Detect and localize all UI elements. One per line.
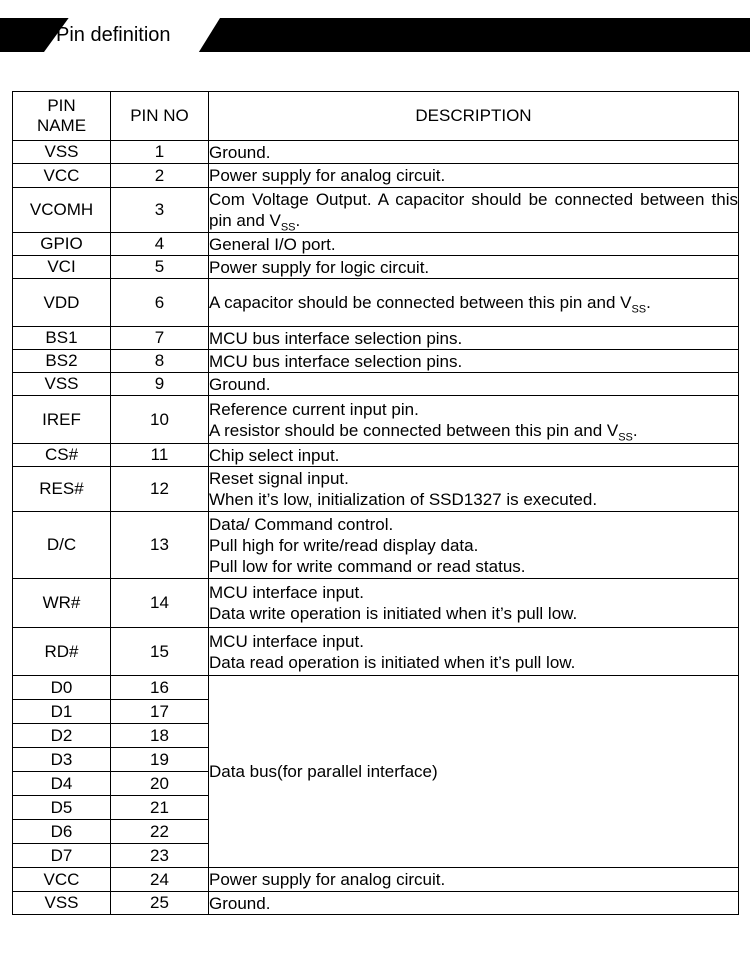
pin-name-cell: VCC <box>13 868 111 892</box>
pin-definition-table <box>12 91 739 915</box>
pin-name-cell: D5 <box>13 796 111 820</box>
table-row <box>13 396 739 444</box>
description-line: Com Voltage Output. A capacitor should be connected between this pin and $V_{SS}$. <box>209 190 738 234</box>
pin-name-cell: BS2 <box>13 350 111 373</box>
description-line: Pull high for write/read display data. <box>209 535 479 555</box>
pin-name-cell: D6 <box>13 820 111 844</box>
pin-no-cell: 25 <box>111 892 209 915</box>
description-line: MCU interface input. <box>209 631 364 651</box>
pin-name-cell: RES# <box>13 467 111 512</box>
description-cell <box>209 579 739 628</box>
description-cell <box>209 279 739 327</box>
pin-no-cell: 11 <box>111 444 209 467</box>
pin-name-cell: D1 <box>13 700 111 724</box>
description-line: General I/O port. <box>209 234 336 254</box>
description-cell <box>209 350 739 373</box>
section-title: Pin definition <box>56 24 171 46</box>
pin-no-cell: 22 <box>111 820 209 844</box>
table-row <box>13 444 739 467</box>
pin-name-cell: IREF <box>13 396 111 444</box>
description-line: Data read operation is initiated when it’s pull low. <box>209 652 576 672</box>
description-cell <box>209 233 739 256</box>
description-cell <box>209 512 739 579</box>
table-row <box>13 676 739 700</box>
pin-name-cell: RD# <box>13 628 111 676</box>
description-line: Ground. <box>209 893 271 913</box>
pin-no-cell: 5 <box>111 256 209 279</box>
pin-no-cell: 8 <box>111 350 209 373</box>
table-row <box>13 467 739 512</box>
pin-name-cell: WR# <box>13 579 111 628</box>
description-cell <box>209 868 739 892</box>
section-banner <box>0 18 750 52</box>
description-line: A resistor should be connected between this pin and $V_{SS}$. <box>209 420 638 443</box>
pin-no-cell: 3 <box>111 188 209 233</box>
description-line: Pull low for write command or read status. <box>209 556 526 576</box>
table-row <box>13 141 739 164</box>
table-row <box>13 256 739 279</box>
table-row <box>13 327 739 350</box>
pin-name-cell: D2 <box>13 724 111 748</box>
description-cell <box>209 373 739 396</box>
pin-name-cell: VCOMH <box>13 188 111 233</box>
pin-name-cell: VCC <box>13 164 111 188</box>
pin-no-cell: 4 <box>111 233 209 256</box>
table-row <box>13 868 739 892</box>
description-line: When it’s low, initialization of SSD1327 is executed. <box>209 490 598 509</box>
pin-no-cell: 18 <box>111 724 209 748</box>
description-line: Power supply for logic circuit. <box>209 257 430 277</box>
description-cell <box>209 467 739 512</box>
pin-no-cell: 19 <box>111 748 209 772</box>
table-header-row <box>13 92 739 141</box>
description-cell <box>209 188 739 233</box>
table-row <box>13 512 739 579</box>
pin-name-cell: VDD <box>13 279 111 327</box>
subscript-ss: SS <box>631 303 647 316</box>
description-line: Power supply for analog circuit. <box>209 870 446 889</box>
pin-no-cell: 23 <box>111 844 209 868</box>
pin-no-cell: 24 <box>111 868 209 892</box>
table-row <box>13 350 739 373</box>
description-line: Ground. <box>209 142 271 162</box>
description-cell <box>209 164 739 188</box>
pin-name-cell: VSS <box>13 892 111 915</box>
subscript-ss: SS <box>280 221 296 234</box>
table-row <box>13 164 739 188</box>
header-description: DESCRIPTION <box>209 92 739 141</box>
pin-name-cell: D7 <box>13 844 111 868</box>
pin-name-cell: VCI <box>13 256 111 279</box>
pin-name-cell: D0 <box>13 676 111 700</box>
pin-name-cell: VSS <box>13 141 111 164</box>
description-cell <box>209 327 739 350</box>
description-cell <box>209 892 739 915</box>
description-line: MCU interface input. <box>209 583 364 602</box>
pin-no-cell: 21 <box>111 796 209 820</box>
pin-no-cell: 17 <box>111 700 209 724</box>
pin-no-cell: 9 <box>111 373 209 396</box>
pin-no-cell: 10 <box>111 396 209 444</box>
description-line: Data write operation is initiated when it’s pull low. <box>209 604 578 623</box>
table-row <box>13 279 739 327</box>
pin-name-cell: GPIO <box>13 233 111 256</box>
pin-no-cell: 1 <box>111 141 209 164</box>
description-line: Reset signal input. <box>209 469 349 488</box>
header-pin-no: PIN NO <box>111 92 209 141</box>
description-cell <box>209 141 739 164</box>
pin-name-cell: VSS <box>13 373 111 396</box>
pin-name-cell: D/C <box>13 512 111 579</box>
table-row <box>13 892 739 915</box>
pin-no-cell: 6 <box>111 279 209 327</box>
description-line: Chip select input. <box>209 445 340 465</box>
table-row <box>13 373 739 396</box>
table-row <box>13 628 739 676</box>
description-line: Power supply for analog circuit. <box>209 166 446 185</box>
table-row <box>13 579 739 628</box>
pin-name-cell: D3 <box>13 748 111 772</box>
pin-no-cell: 15 <box>111 628 209 676</box>
pin-no-cell: 16 <box>111 676 209 700</box>
pin-no-cell: 14 <box>111 579 209 628</box>
header-pin-name: PIN NAME <box>13 92 111 141</box>
pin-no-cell: 7 <box>111 327 209 350</box>
subscript-ss: SS <box>618 430 633 443</box>
description-cell <box>209 256 739 279</box>
table-row <box>13 233 739 256</box>
pin-no-cell: 12 <box>111 467 209 512</box>
description-cell <box>209 628 739 676</box>
pin-name-cell: CS# <box>13 444 111 467</box>
description-cell <box>209 444 739 467</box>
description-line: A capacitor should be connected between this pin and $V_{SS}$. <box>209 293 651 316</box>
pin-name-cell: D4 <box>13 772 111 796</box>
pin-no-cell: 20 <box>111 772 209 796</box>
pin-no-cell: 13 <box>111 512 209 579</box>
pin-name-cell: BS1 <box>13 327 111 350</box>
table-row <box>13 188 739 233</box>
description-cell <box>209 396 739 444</box>
data-bus-description-cell: Data bus(for parallel interface) <box>209 676 739 868</box>
description-line: MCU bus interface selection pins. <box>209 351 463 371</box>
description-line: Data/ Command control. <box>209 514 394 534</box>
description-line: Ground. <box>209 374 271 394</box>
pin-no-cell: 2 <box>111 164 209 188</box>
description-line: Reference current input pin. <box>209 399 419 419</box>
description-line: MCU bus interface selection pins. <box>209 328 463 348</box>
